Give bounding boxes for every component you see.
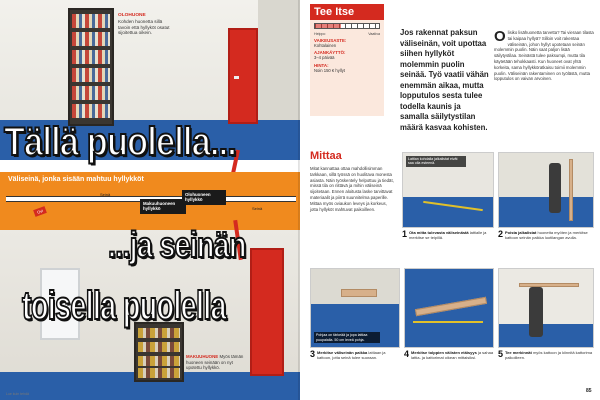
red-door [250,248,284,376]
step-photo-5 [498,268,594,348]
caption-text: Myös tämän huoneen seinään on nyt upotettu hyllykkö. [186,354,244,370]
step-lead: Merkitse tolppien välisten etäisyys [411,350,477,355]
meter-low-label: Helppo [314,32,326,36]
caption-living-room [118,12,174,36]
info-key: VAIKEUSASTE: [314,38,347,43]
headline-toisella-puolella: toisella puolella [22,284,226,328]
caption-heading: MAKUUHUONE [186,354,219,359]
caption-text: Kohden huonetta sillä tavoin että hyllyköt osatut sijoitettua oikein. [118,18,170,36]
section-heading-mittaa: Mittaa [310,150,342,162]
page-number: 85 [586,388,592,394]
diagram-title: Väliseinä, jonka sisään mahtuu hyllykköt [8,176,144,183]
tee-itse-infobox [310,4,384,116]
box-makuuhuone: Makuuhuoneen hyllykkö [140,199,186,214]
intro-paragraph: Jos rakennat paksun väliseinän, voit upottaa siihen hyllyköt molemmin puolin seinää. Työ vaatii vähän enemmän aikaa, mutta lopputulos sesta tulee todella kaunis ja samalla säilytystilan määrä kasvaa kohisten. [400,28,489,132]
red-door [228,28,258,124]
step-1 [402,230,494,240]
step-photo-1 [402,152,494,228]
label-ovi: Ovi [33,206,47,217]
drop-cap: O [494,28,506,45]
label-seina: Seinä [100,192,111,197]
info-key: AJANKÄYTTÖ: [314,50,346,56]
step-lead: Poista jalkalistat [505,230,537,235]
box-olohuone: Olohuoneen hyllykkö [182,190,226,205]
step-text: myös kattoon ja kiinnitä kattorima paikoilleen. [505,350,593,361]
step-text: ja sahaa lattia- ja kattorimat oikean mittaisiksi. [411,350,494,361]
difficulty-meter [314,23,380,29]
step-2 [498,230,594,240]
body-paragraph: lisiko lisähuonetta tarvetta? Tai vieraan tilasta tai kaipaa hyllyä? Silloin voit rakentaa väliseinän, johon hyllyt upotetaan seinän molemmin puolin. Näin saat paljon lisää säilytystilaa. Seinästä tulee paksumpi, mutta tila käytetään tehokkaasti. Kun huoneet ovat yhtä korkeita, sama hyllykköratkaisu toimii molemmin puolin. Väliseinän rakentaminen on työlästä, mutta lopputulos on vaivan arvoinen. [494,30,594,82]
step-4 [404,350,494,360]
right-page [300,0,600,400]
info-value: 3–4 päivää [314,55,335,61]
step-5 [498,350,594,360]
step-text: huonetta myöten ja merkitse kattoon seinän paikka luotilangan avulla. [505,230,588,241]
caption-heading: OLOHUONE [118,13,146,18]
step-number: 5 [498,349,504,359]
step-text: lattialle ja merkitse se teipillä. [409,230,487,241]
caption-bedroom [186,354,244,371]
bookshelf-photo [68,8,114,126]
step-number: 1 [402,229,408,239]
step-number: 3 [310,349,316,359]
step-number: 4 [404,349,410,359]
step-photo-2 [498,152,594,228]
step-photo-3 [310,268,400,348]
label-seina: Seinä [252,206,263,211]
step-number: 2 [498,229,504,239]
section-text-mittaa: Mitat kannattaa ottaa mahdollisimman tarkkaan, sillä työssä on huolitava monesta asiasta. Näin työskentely helpottuu ja tiedät, missä tila on riittävä ja mihin väliseinä sijoitetaan. Ennen aloitusta laske tarvittavat materiaalit ja piirrä suunnitelma paperille. Mittaa myös oviaukon leveys ja korkeus, jotta hyllyköt mahtuvat paikoilleen. [310,166,394,212]
step-lead: Merkitse väliseinän paikka [317,350,368,355]
headline-ja-seinan: ...ja seinän [108,224,246,265]
body-text [494,30,594,82]
page-footer: Lue kuin tehdä [6,392,29,396]
photo-caption: Pohjaa on tärkeää ja jopa lattiaa puupalalla. 50 cm leveä pohja. [314,332,380,343]
step-3 [310,350,400,360]
info-key: HINTA: [314,62,329,68]
step-photo-4 [404,268,494,348]
step-lead: Ota mitta tulevasta väliseinästä [409,230,469,235]
step-text: lattiaan ja kattoon, jotta seinä tulee suoraan. [317,350,386,361]
bookshelf-photo [134,322,184,382]
tee-itse-title: Tee Itse [310,4,384,20]
photo-caption: Lattian kohdalla jalkalistat eivät saa olla esteenä. [406,156,466,167]
meter-high-label: Vaativa [368,32,380,36]
step-lead: Tee merkinnät [505,350,532,355]
info-value: Kohtalainen [314,43,337,48]
headline-talla-puolella: Tällä puolella... [4,120,236,164]
info-value: Noin 150 € hyllyt [314,67,345,73]
